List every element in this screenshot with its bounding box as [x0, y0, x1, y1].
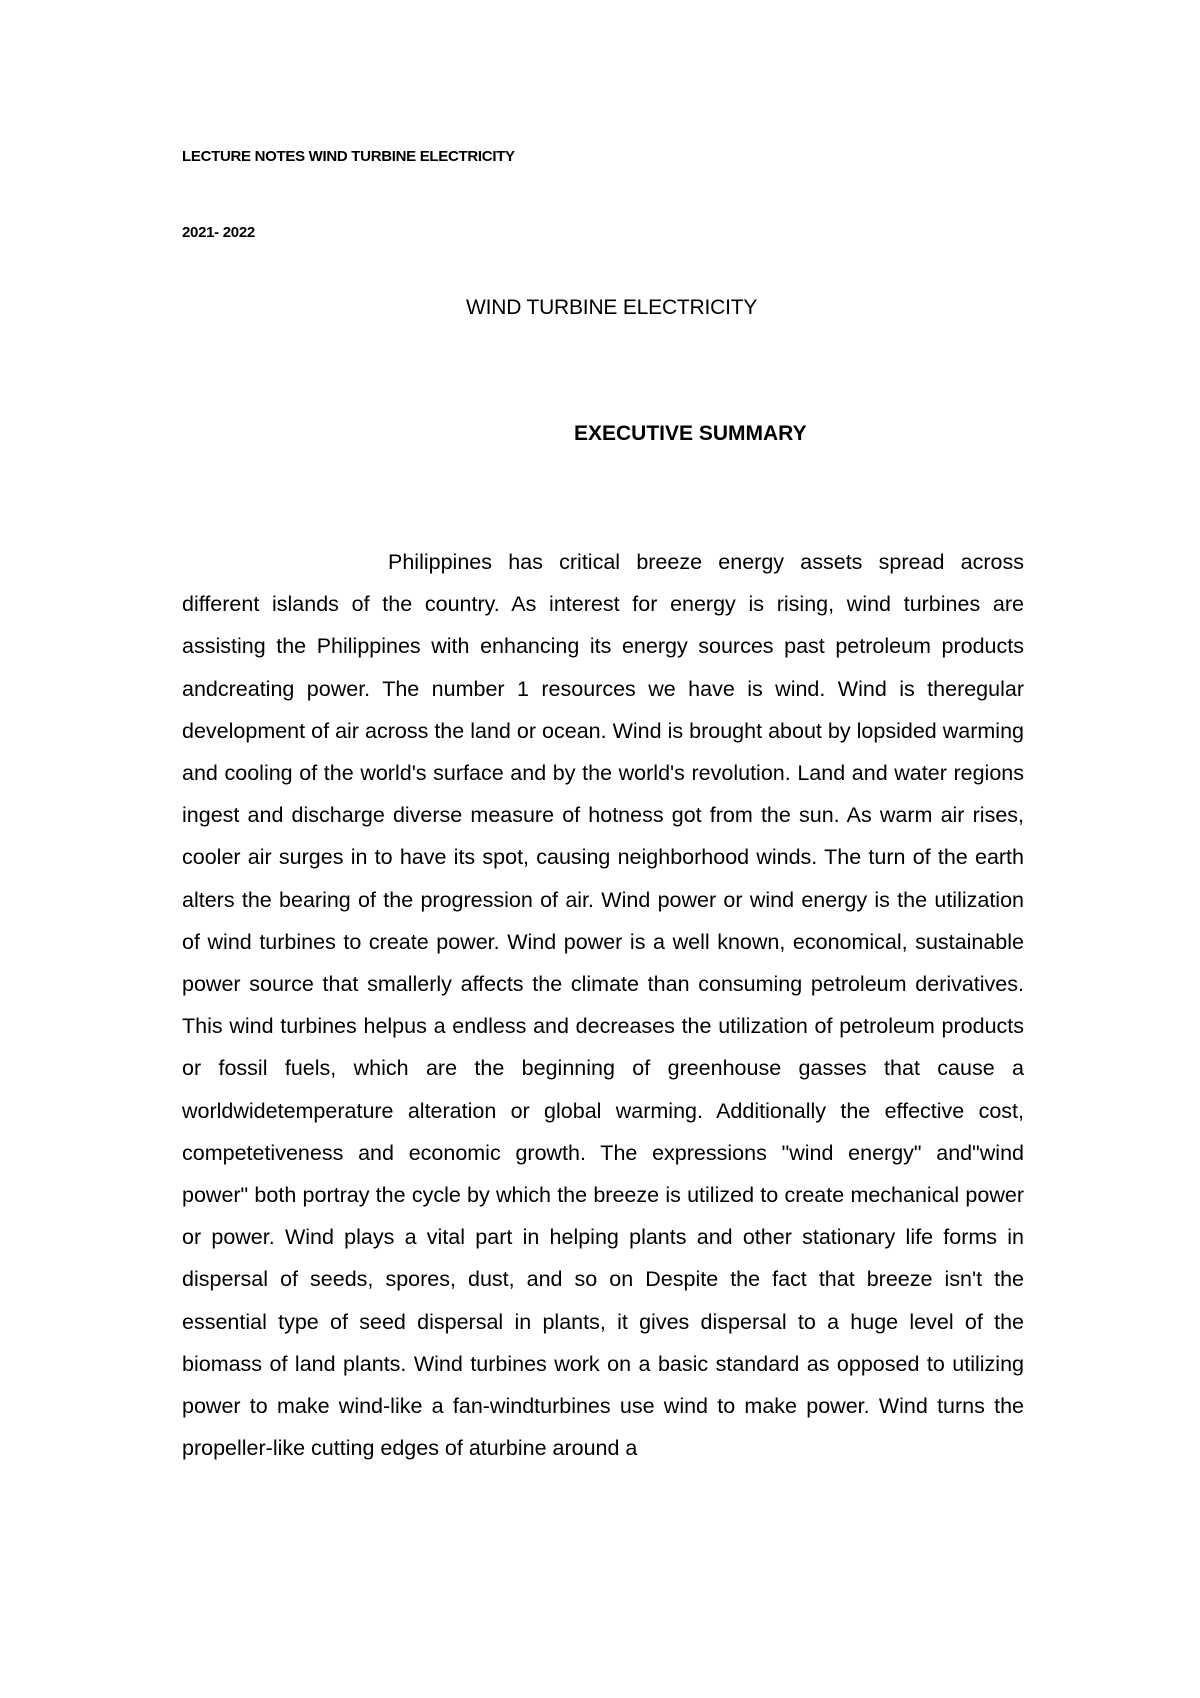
- body-paragraph: Philippines has critical breeze energy assets spread across different islands of the country. As interest for energy is rising, wind turbines are assisting the Philippines with enhancing its energy sources past petroleum products andcreating power. The number 1 resources we have is wind. Wind is theregular development of air across the land or ocean. Wind is brought about by lopsided warming and cooling of the world's surface and by the world's revolution. Land and water regions ingest and discharge diverse measure of hotness got from the sun. As warm air rises, cooler air surges in to have its spot, causing neighborhood winds. The turn of the earth alters the bearing of the progression of air. Wind power or wind energy is the utilization of wind turbines to create power. Wind power is a well known, economical, sustainable power source that smallerly affects the climate than consuming petroleum derivatives. This wind turbines helpus a endless and decreases the utilization of petroleum products or fossil fuels, which are the beginning of greenhouse gasses that cause a worldwidetemperature alteration or global warming. Additionally the effective cost, competetiveness and economic growth. The expressions "wind energy" and"wind power" both portray the cycle by which the breeze is utilized to create mechanical power or power. Wind plays a vital part in helping plants and other stationary life forms in dispersal of seeds, spores, dust, and so on Despite the fact that breeze isn't the essential type of seed dispersal in plants, it gives dispersal to a huge level of the biomass of land plants. Wind turbines work on a basic standard as opposed to utilizing power to make wind-like a fan-windturbines use wind to make power. Wind turns the propeller-like cutting edges of aturbine around a: [182, 550, 1024, 1461]
- school-year: 2021- 2022: [182, 224, 255, 241]
- document-title: WIND TURBINE ELECTRICITY: [466, 296, 758, 319]
- course-title: LECTURE NOTES WIND TURBINE ELECTRICITY: [182, 148, 515, 165]
- section-heading: EXECUTIVE SUMMARY: [574, 422, 807, 445]
